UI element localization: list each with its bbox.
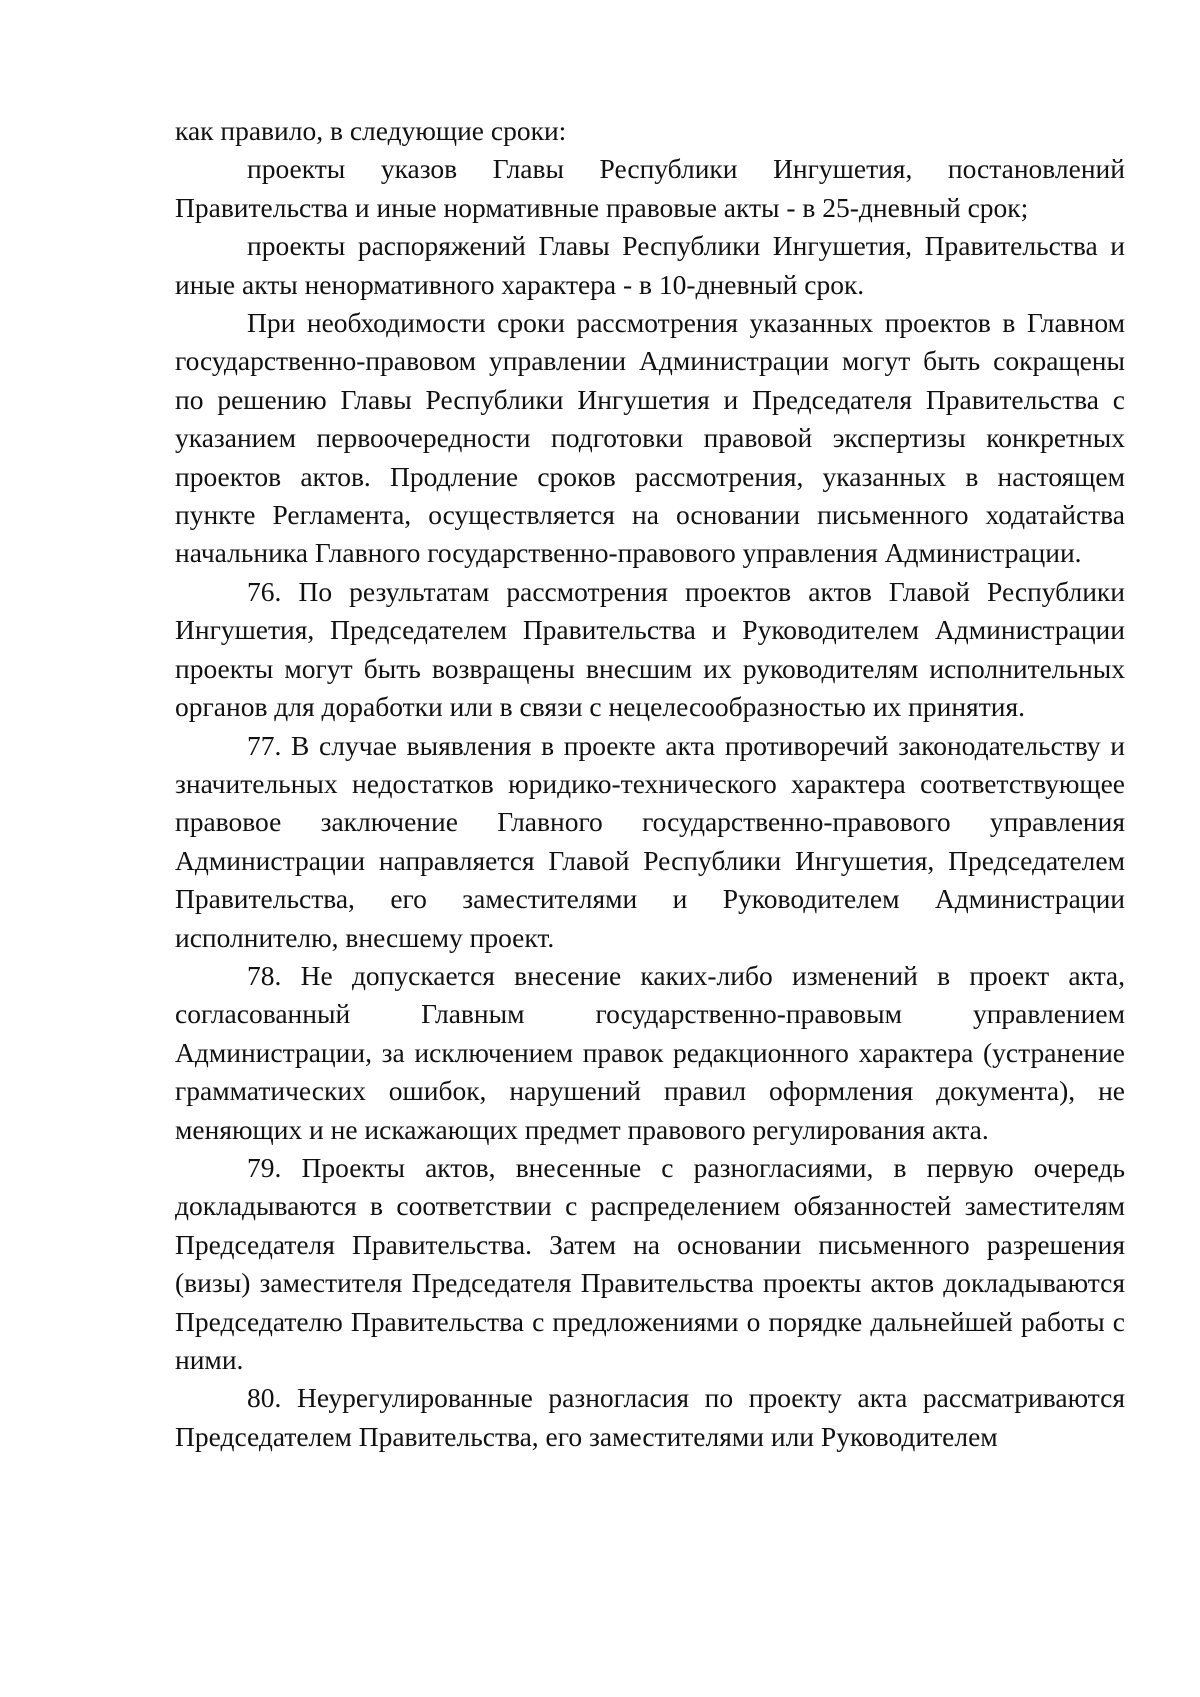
paragraph-item-76: 76. По результатам рассмотрения проектов актов Главой Республики Ингушетия, Председателем Правительства и Руководителем Администрации проекты могут быть возвращены внесшим их руководителям исполнительных органов для доработки или в связи с нецелесообразностью их принятия.: [175, 575, 1125, 723]
paragraph-order-deadlines: проекты распоряжений Главы Республики Ингушетия, Правительства и иные акты ненормативного характера - в 10-дневный срок.: [175, 230, 1125, 300]
paragraph-item-80: 80. Неурегулированные разногласия по проекту акта рассматриваются Председателем Правительства, его заместителями или Руководителем: [175, 1382, 1125, 1452]
paragraph-item-79: 79. Проекты актов, внесенные с разногласиями, в первую очередь докладываются в соответствии с распределением обязанностей заместителям Председателя Правительства. Затем на основании письменного разрешения (визы) заместителя Председателя Правительства проекты актов докладываются Председателю Правительства с предложениями о порядке дальнейшей работы с ними.: [175, 1151, 1125, 1375]
paragraph-deadline-reduction: При необходимости сроки рассмотрения указанных проектов в Главном государственно-правовом управлении Администрации могут быть сокращены по решению Главы Республики Ингушетия и Председателя Правительства с указанием первоочередности подготовки правовой экспертизы конкретных проектов актов. Продление сроков рассмотрения, указанных в настоящем пункте Регламента, осуществляется на основании письменного ходатайства начальника Главного государственно-правового управления Администрации.: [175, 307, 1125, 569]
paragraph-intro: как правило, в следующие сроки:: [175, 115, 567, 146]
paragraph-item-77: 77. В случае выявления в проекте акта противоречий законодательству и значительных недостатков юридико-технического характера соответствующее правовое заключение Главного государственно-правового управления Администрации направляется Главой Республики Ингушетия, Председателем Правительства, его заместителями и Руководителем Администрации исполнителю, внесшему проект.: [175, 729, 1125, 953]
document-body: [175, 112, 1125, 1456]
paragraph-item-78: 78. Не допускается внесение каких-либо изменений в проект акта, согласованный Главным государственно-правовым управлением Администрации, за исключением правок редакционного характера (устранение грамматических ошибок, нарушений правил оформления документа), не меняющих и не искажающих предмет правового регулирования акта.: [175, 959, 1125, 1145]
paragraph-decree-deadlines: проекты указов Главы Республики Ингушетия, постановлений Правительства и иные нормативные правовые акты - в 25-дневный срок;: [175, 153, 1125, 223]
